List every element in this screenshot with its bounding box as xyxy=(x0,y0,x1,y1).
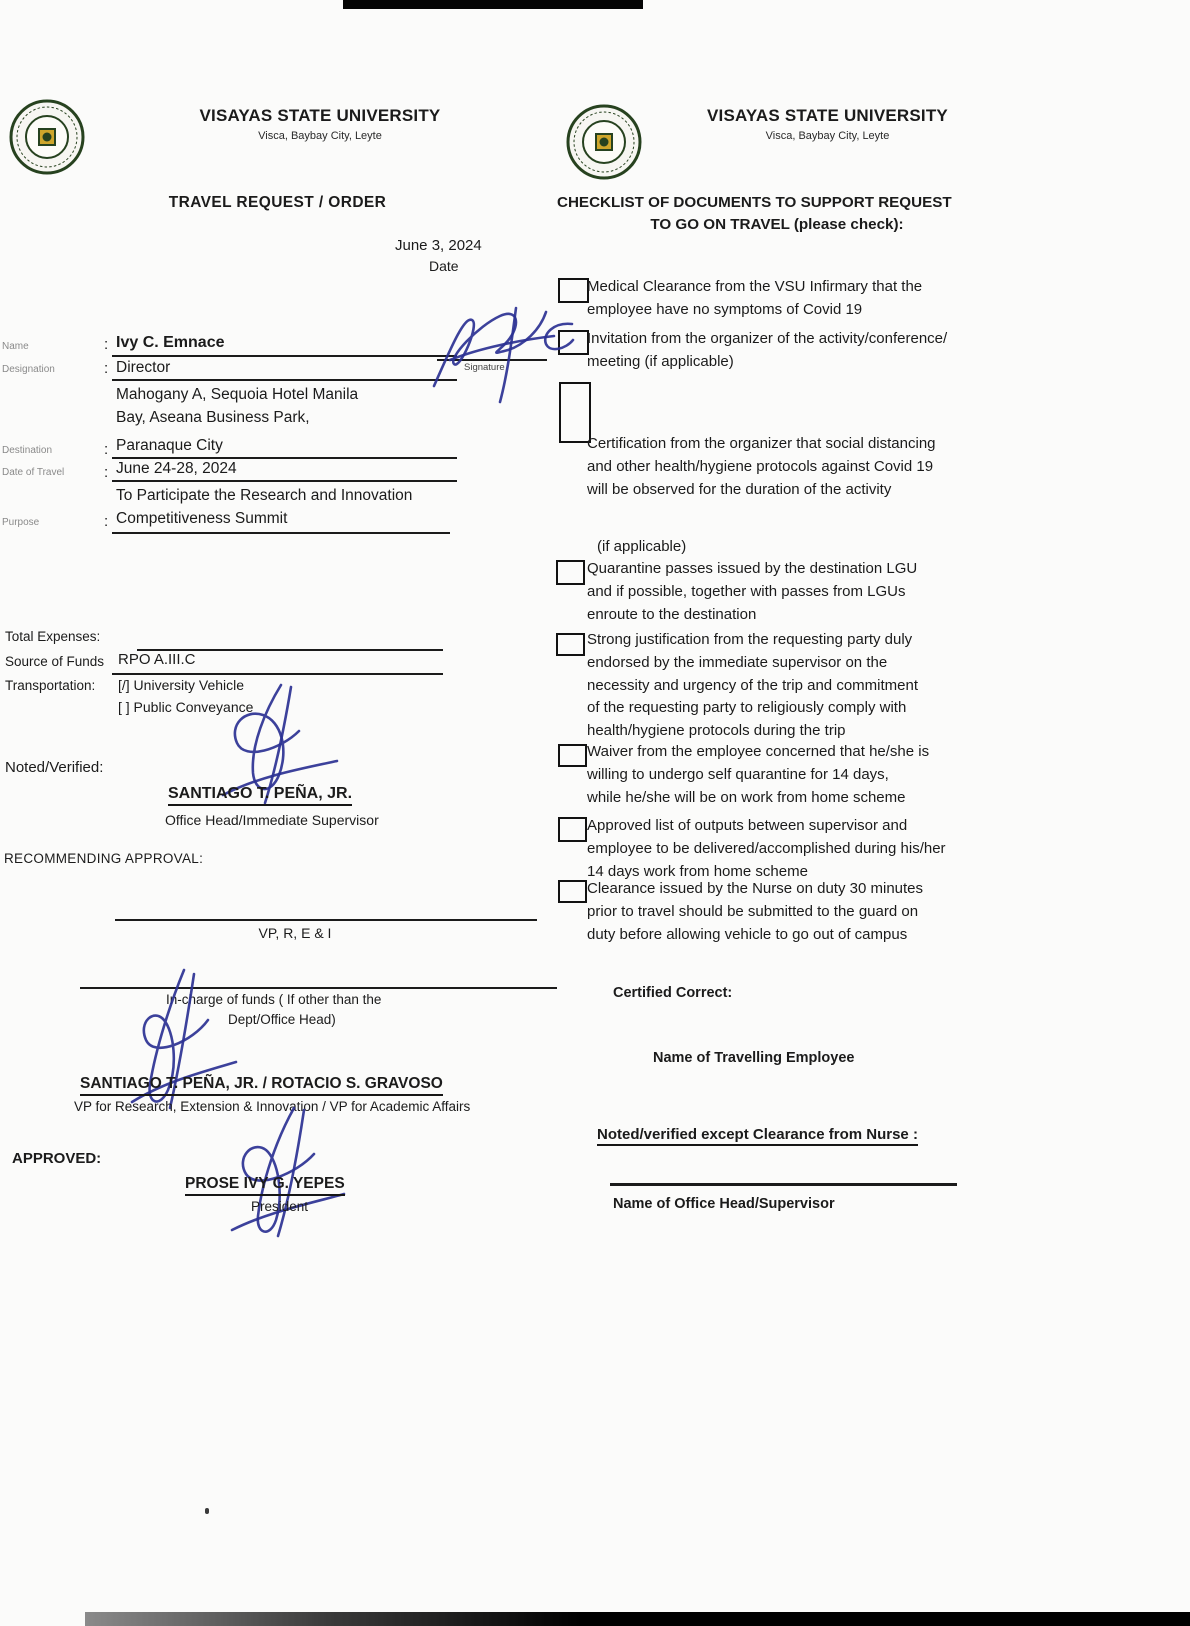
checklist-line: willing to undergo self quarantine for 14 days, xyxy=(587,765,889,783)
label-source-of-funds: Source of Funds xyxy=(5,654,105,669)
checklist-line: employee to be delivered/accomplished during his/her xyxy=(587,839,946,857)
checkbox-quarantine-passes[interactable] xyxy=(556,560,585,585)
president-signature-ink xyxy=(210,1098,360,1243)
option-public-conveyance: [ ] Public Conveyance xyxy=(118,699,254,715)
vsu-seal-icon xyxy=(8,98,86,176)
separator: : xyxy=(104,464,109,481)
field-value-designation: Director xyxy=(116,359,171,376)
label-noted-verified: Noted/Verified: xyxy=(5,759,104,776)
field-label-destination: Destination xyxy=(2,445,53,456)
field-label-date-of-travel: Date of Travel xyxy=(2,467,65,478)
rule-designation xyxy=(112,379,457,381)
checklist-line: will be observed for the duration of the activity xyxy=(587,480,892,498)
checklist-line: while he/she will be on work from home scheme xyxy=(587,788,906,806)
checklist-item-medical-clearance xyxy=(587,276,922,322)
checklist-item-approved-outputs xyxy=(587,815,946,883)
field-value-name: Ivy C. Emnace xyxy=(116,334,225,351)
field-value-date-of-travel: June 24-28, 2024 xyxy=(116,460,237,477)
checklist-line: Invitation from the organizer of the activity/conference/ xyxy=(587,330,948,347)
separator: : xyxy=(104,441,109,458)
noted-name: SANTIAGO T. PEÑA, JR. xyxy=(168,785,352,806)
rule-office-head-signature xyxy=(610,1183,957,1186)
if-applicable-note: (if applicable) xyxy=(597,538,687,555)
checklist-line: health/hygiene protocols during the trip xyxy=(587,722,846,740)
checklist-item-strong-justification xyxy=(587,629,918,743)
value-source-of-funds: RPO A.III.C xyxy=(118,651,196,668)
checklist-item-invitation xyxy=(587,328,947,374)
scan-artifact-bottom-bar xyxy=(85,1612,1190,1626)
label-transportation: Transportation: xyxy=(5,678,96,693)
checklist-title-line1: CHECKLIST OF DOCUMENTS TO SUPPORT REQUEST xyxy=(557,194,952,211)
checkbox-strong-justification[interactable] xyxy=(556,633,585,656)
checklist-line: meeting (if applicable) xyxy=(587,352,734,370)
label-total-expenses: Total Expenses: xyxy=(5,629,101,644)
noted-title: Office Head/Immediate Supervisor xyxy=(165,812,379,828)
field-label-purpose: Purpose xyxy=(2,517,40,528)
rule-vp xyxy=(115,919,537,921)
president-name: PROSE IVY G. YEPES xyxy=(185,1175,345,1196)
form-date-value: June 3, 2024 xyxy=(395,237,482,254)
office-head-label: Name of Office Head/Supervisor xyxy=(613,1196,835,1212)
field-value-destination-city: Paranaque City xyxy=(116,437,223,454)
ink-mark xyxy=(536,316,578,354)
checklist-item-quarantine-passes xyxy=(587,558,917,626)
rule-purpose xyxy=(112,532,450,534)
field-value-destination-line1: Mahogany A, Sequoia Hotel Manila xyxy=(116,386,359,403)
signature-caption: Signature xyxy=(464,362,505,373)
checklist-item-nurse-clearance xyxy=(587,878,923,946)
checklist-line: and other health/hygiene protocols against Covid 19 xyxy=(587,457,934,475)
university-name-left: VISAYAS STATE UNIVERSITY xyxy=(199,106,441,125)
rule-date-of-travel xyxy=(112,480,457,482)
checklist-line: of the requesting party to religiously comply with xyxy=(587,699,907,717)
travelling-employee-label: Name of Travelling Employee xyxy=(653,1050,855,1066)
field-value-purpose-line1: To Participate the Research and Innovation xyxy=(116,487,413,504)
scan-artifact-top-bar xyxy=(343,0,643,9)
checklist-line: Waiver from the employee concerned that he/she is xyxy=(587,743,930,760)
checklist-line: Clearance issued by the Nurse on duty 30 minutes xyxy=(587,880,924,897)
recommending-titles: VP for Research, Extension & Innovation / VP for Academic Affairs xyxy=(74,1099,471,1114)
checklist-line: necessity and urgency of the trip and commitment xyxy=(587,676,918,694)
rule-destination xyxy=(112,457,457,459)
checklist-line: Quarantine passes issued by the destination LGU xyxy=(587,560,918,577)
recommending-names: SANTIAGO T. PEÑA, JR. / ROTACIO S. GRAVOSO xyxy=(80,1075,443,1096)
separator: : xyxy=(104,360,109,377)
checklist-line: employee have no symptoms of Covid 19 xyxy=(587,300,863,318)
checklist-line: duty before allowing vehicle to go out of campus xyxy=(587,925,908,943)
checklist-title-line2: TO GO ON TRAVEL (please check): xyxy=(650,216,904,233)
form-date-label: Date xyxy=(429,258,459,274)
vsu-seal-icon xyxy=(565,103,643,181)
form-title: TRAVEL REQUEST / ORDER xyxy=(168,194,387,211)
checklist-line: Medical Clearance from the VSU Infirmary that the xyxy=(587,278,923,295)
field-value-purpose-line2: Competitiveness Summit xyxy=(116,510,288,527)
field-label-name: Name xyxy=(2,341,29,352)
checklist-line: and if possible, together with passes from LGUs xyxy=(587,582,906,600)
incharge-caption-line1: In-charge of funds ( If other than the xyxy=(166,992,382,1007)
field-value-destination-line2: Bay, Aseana Business Park, xyxy=(116,409,310,426)
checklist-item-waiver xyxy=(587,741,929,809)
checklist-line: endorsed by the immediate supervisor on the xyxy=(587,653,888,671)
checkbox-nurse-clearance[interactable] xyxy=(558,880,587,903)
checkbox-waiver[interactable] xyxy=(558,744,587,767)
certified-correct-label: Certified Correct: xyxy=(613,985,733,1001)
label-approved: APPROVED: xyxy=(12,1150,102,1167)
rule-name xyxy=(112,355,457,357)
checklist-line: enroute to the destination xyxy=(587,605,757,623)
university-address-left: Visca, Baybay City, Leyte xyxy=(258,130,382,142)
label-recommending-approval: RECOMMENDING APPROVAL: xyxy=(4,851,204,866)
incharge-caption-line2: Dept/Office Head) xyxy=(228,1012,336,1027)
checkbox-approved-outputs[interactable] xyxy=(558,817,587,842)
president-title: President xyxy=(251,1199,309,1214)
noted-except-nurse-label: Noted/verified except Clearance from Nurse : xyxy=(597,1126,918,1146)
university-address-right: Visca, Baybay City, Leyte xyxy=(765,130,890,142)
scan-speck xyxy=(205,1508,209,1514)
separator: : xyxy=(104,513,109,530)
checkbox-medical-clearance[interactable] xyxy=(558,278,589,303)
separator: : xyxy=(104,336,109,353)
university-name-right: VISAYAS STATE UNIVERSITY xyxy=(707,106,948,125)
field-label-designation: Designation xyxy=(2,364,55,375)
checklist-item-certification xyxy=(587,433,936,501)
checklist-line: 14 days work from home scheme xyxy=(587,862,808,880)
option-university-vehicle: [/] University Vehicle xyxy=(118,677,245,693)
checklist-line: prior to travel should be submitted to the guard on xyxy=(587,902,919,920)
checklist-line: Certification from the organizer that social distancing xyxy=(587,435,936,452)
checklist-line: Strong justification from the requesting party duly xyxy=(587,631,913,648)
checklist-line: Approved list of outputs between supervisor and xyxy=(587,817,908,834)
vp-designation: VP, R, E & I xyxy=(258,925,332,941)
